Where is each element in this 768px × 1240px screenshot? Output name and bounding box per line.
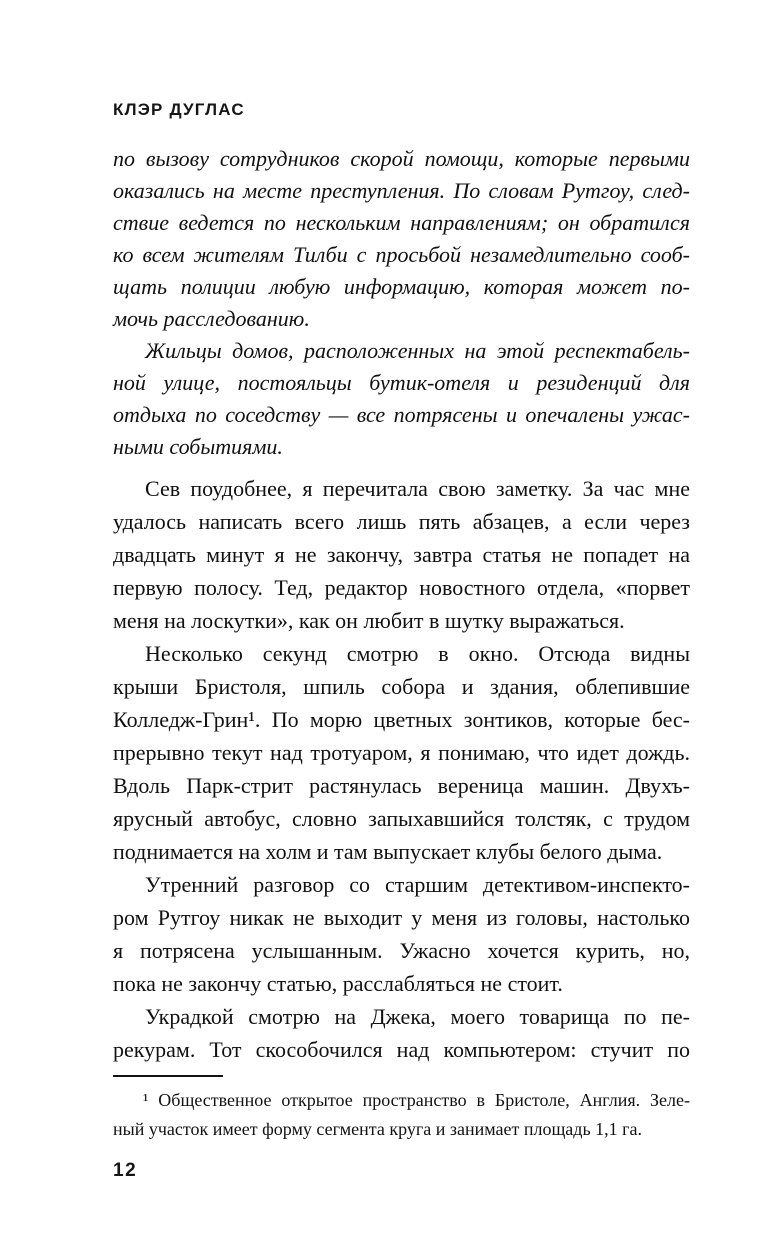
text-line: первую полосу. Тед, редактор новостного отдела, «порвет [113,575,690,600]
text-line: по вызову сотрудников скорой помощи, которые первыми [113,146,690,171]
text-line: ствие ведется по нескольким направлениям; он обратился [113,210,690,235]
text-line: ярусный автобус, словно запыхавшийся толстяк, с трудом [113,806,690,831]
paragraph [113,143,690,335]
text-line: пока не закончу статью, расслабляться не стоит. [113,971,563,996]
text-line: мочь расследованию. [113,306,310,331]
text-line: ной улице, постояльцы бутик-отеля и резиденций для [113,370,690,395]
text-line: крыши Бристоля, шпиль собора и здания, облепившие [113,674,690,699]
paragraph [113,335,690,463]
text-line: прерывно текут над тротуаром, я понимаю, что идет дождь. [113,740,690,765]
paragraph [113,472,690,637]
text-line: удалось написать всего лишь пять абзацев, а если через [113,509,690,534]
paragraph [113,868,690,1000]
text-line: ный участок имеет форму сегмента круга и занимает площадь 1,1 га. [113,1119,643,1139]
news-article-quote [113,143,690,463]
paragraph [113,1086,690,1144]
text-line: отдыха по соседству — все потрясены и опечалены ужас- [113,402,690,427]
text-line: Украдкой смотрю на Джека, моего товарища по пе- [145,1004,690,1029]
text-line: Сев поудобнее, я перечитала свою заметку. За час мне [145,476,690,501]
page-number: 12 [113,1160,138,1181]
text-line: ными событиями. [113,434,283,459]
text-line: ром Рутгоу никак не выходит у меня из головы, настолько [113,905,690,930]
text-line: меня на лоскутки», как он любит в шутку выражаться. [113,608,625,633]
body-text [113,472,690,1066]
paragraph [113,1000,690,1066]
text-line: Вдоль Парк-стрит растянулась вереница машин. Двухъ- [113,773,690,798]
text-line: ко всем жителям Тилби с просьбой незамедлительно сооб- [113,242,690,267]
text-line: Несколько секунд смотрю в окно. Отсюда видны [145,641,690,666]
text-line: щать полиции любую информацию, которая может по- [113,274,690,299]
text-line: Колледж-Грин¹. По морю цветных зонтиков, которые бес- [113,707,690,732]
footnote [113,1075,690,1144]
footnote-divider [113,1075,223,1077]
text-line: я потрясена услышанным. Ужасно хочется курить, но, [113,938,690,963]
footnote-text [113,1086,690,1144]
paragraph [113,637,690,868]
text-line: оказались на месте преступления. По словам Рутгоу, след- [113,178,690,203]
text-line: поднимается на холм и там выпускает клубы белого дыма. [113,839,663,864]
text-line: ¹ Общественное открытое пространство в Бристоле, Англия. Зеле- [143,1090,690,1110]
text-line: Утренний разговор со старшим детективом-инспекто- [145,872,690,897]
text-line: Жильцы домов, расположенных на этой респектабель- [145,338,690,363]
text-line: рекурам. Тот скособочился над компьютером: стучит по [113,1037,690,1062]
running-header-author: КЛЭР ДУГЛАС [113,100,245,119]
text-line: двадцать минут я не закончу, завтра статья не попадет на [113,542,690,567]
